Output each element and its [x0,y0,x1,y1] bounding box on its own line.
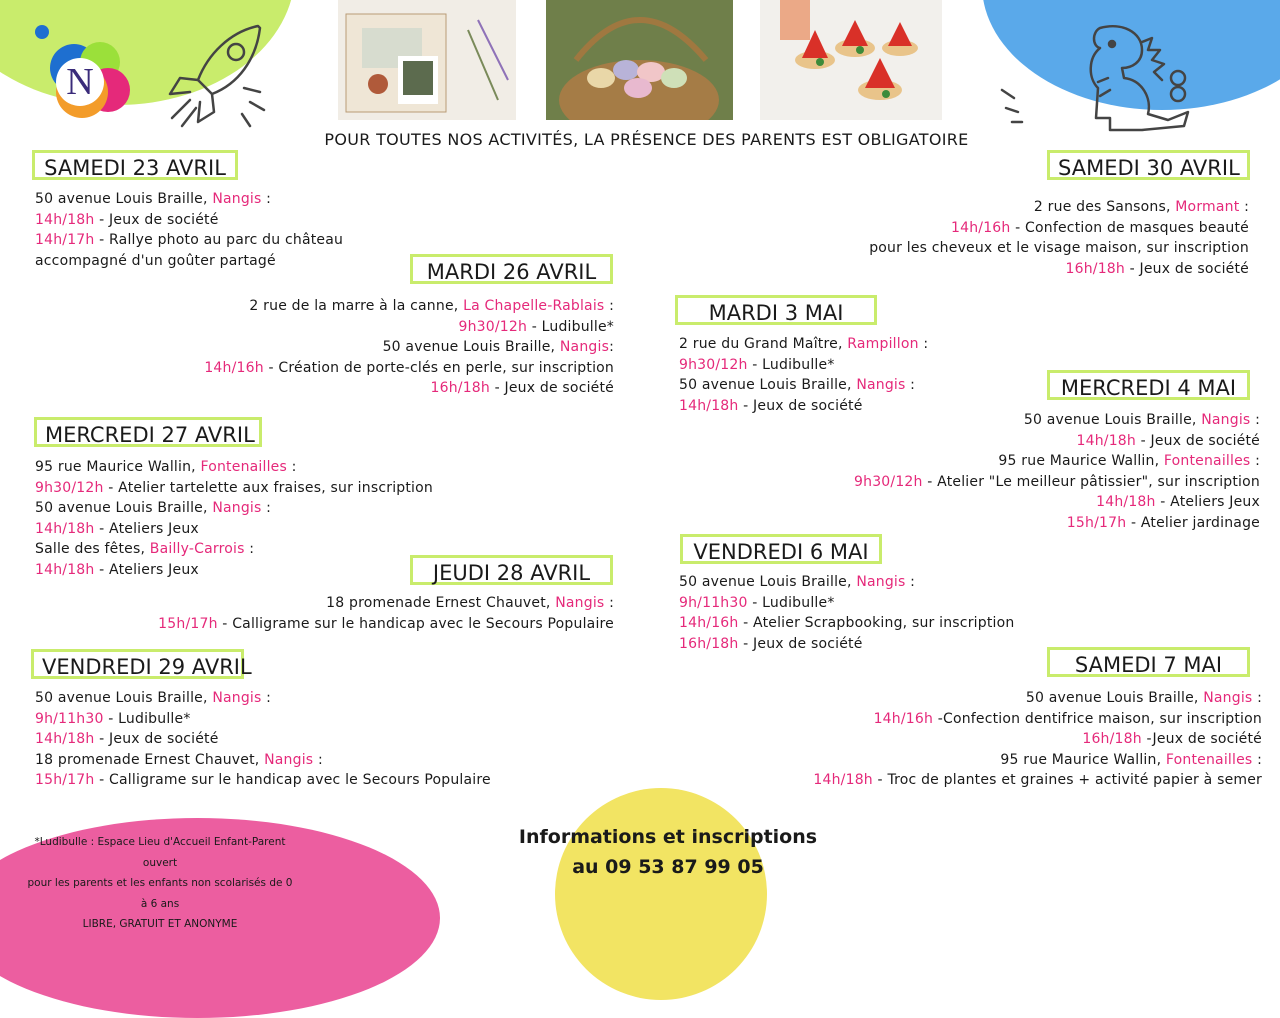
activity-line [679,355,928,376]
line-text: - Ludibulle* [747,594,835,611]
footnote-line-3: LIBRE, GRATUIT ET ANONYME [82,918,238,930]
activity-line [204,317,614,338]
line-text: - Ludibulle* [103,710,191,727]
line-text: - Jeux de société [738,635,863,652]
activity-line [35,750,491,771]
line-text: - Atelier tartelette aux fraises, sur inscription [103,479,433,496]
activity-line [35,230,343,251]
activity-line [35,709,491,730]
ludibulle-footnote [25,832,295,935]
activity-line [813,770,1262,791]
line-text: 2 rue du Grand Maître, [679,336,848,352]
highlight-text: 9h30/12h [35,479,104,496]
highlight-text: 16h/18h [1082,731,1142,747]
activity-line [35,770,491,791]
highlight-text: Nangis [555,595,605,611]
activity-line [35,539,433,560]
line-text: - Atelier "Le meilleur pâtissier", sur inscription [922,473,1260,490]
activities-jeudi-28-avril [158,593,614,634]
activity-line [35,560,433,581]
highlight-text: Fontenailles [200,459,287,475]
line-text: 50 avenue Louis Braille, [35,690,213,706]
strawberry-tarts-photo [760,0,942,120]
line-text: : [1252,751,1262,768]
line-text: : [905,377,916,393]
line-text: : [604,595,614,611]
line-text: : [1250,412,1260,428]
line-text: - Jeux de société [94,731,219,747]
activity-line [35,478,433,499]
highlight-text: 14h/16h [950,219,1011,236]
line-text: - Jeux de société [94,211,219,228]
line-text: : [1239,199,1249,215]
highlight-text: 16h/18h [430,380,490,396]
line-text: 18 promenade Ernest Chauvet, [326,595,556,611]
activity-line [35,189,343,210]
highlight-text: 15h/17h [1066,514,1127,531]
highlight-text: Nangis [264,751,314,768]
activity-line [813,688,1262,709]
rocket-icon [150,18,290,133]
line-text: - Rallye photo au parc du château [94,232,344,248]
highlight-text: 14h/18h [1076,432,1136,449]
highlight-text: Nangis [856,377,906,393]
logo-letter: N [66,61,94,103]
line-text: 95 rue Maurice Wallin, [35,459,201,475]
line-text: 50 avenue Louis Braille, [1023,412,1202,428]
phone-number: au 09 53 87 99 05 [572,856,764,878]
activities-vendredi-29-avril [35,688,491,791]
line-text: Salle des fêtes, [35,541,150,557]
day-title-samedi-7-mai: SAMEDI 7 MAI [1047,647,1250,677]
day-title-samedi-30-avril: SAMEDI 30 AVRIL [1047,150,1250,180]
highlight-text: 16h/18h [1065,260,1125,277]
activity-line [813,729,1262,750]
line-text: 50 avenue Louis Braille, [382,339,560,355]
activity-line [854,410,1260,431]
highlight-text: Nangis [1201,412,1251,428]
line-text: : [604,298,614,314]
activity-line [35,210,343,231]
activities-samedi-23-avril [35,189,343,271]
line-text: - Création de porte-clés en perle, sur inscription [263,359,614,376]
activity-line [813,709,1262,730]
highlight-text: 9h30/12h [854,473,923,490]
logo [30,20,140,130]
day-title-jeudi-28-avril: JEUDI 28 AVRIL [410,555,613,585]
day-title-mardi-3-mai: MARDI 3 MAI [675,295,877,325]
footnote-line-2: pour les parents et les enfants non scolarisés de 0 à 6 ans [27,877,293,910]
highlight-text: Nangis [212,191,262,207]
line-text: accompagné d'un goûter partagé [35,252,276,269]
line-text: - Atelier jardinage [1126,514,1260,531]
line-text: : [244,541,255,557]
activity-line [158,614,614,635]
activity-line [204,358,614,379]
activity-line [679,572,1014,593]
line-text: : [261,191,272,207]
line-text: - Ludibulle* [527,318,614,335]
parents-notice: POUR TOUTES NOS ACTIVITÉS, LA PRÉSENCE DES PARENTS EST OBLIGATOIRE [324,130,969,149]
scrapbook-photo [338,0,516,120]
line-text: : [261,500,272,516]
highlight-text: Fontenailles [1163,453,1251,469]
activity-line [35,498,433,519]
info-heading: Informations et inscriptions [518,826,818,848]
line-text: - Troc de plantes et graines + activité papier à semer [872,772,1262,788]
activity-line [813,750,1262,771]
footnote-line-1: *Ludibulle : Espace Lieu d'Accueil Enfant-Parent ouvert [34,836,286,869]
line-text: - Jeux de société [1135,432,1260,449]
activities-mardi-3-mai [679,334,928,416]
highlight-text: 14h/16h [873,710,934,727]
line-text: - Ateliers Jeux [1155,494,1260,510]
highlight-text: 16h/18h [679,635,739,652]
line-text: : [609,339,614,355]
activity-line [679,334,928,355]
highlight-text: 14h/16h [679,615,739,631]
activity-line [679,375,928,396]
activity-line [854,472,1260,493]
activity-line [35,688,491,709]
highlight-text: 15h/17h [158,615,218,632]
highlight-text: Nangis [1203,690,1253,706]
day-title-vendredi-29-avril: VENDREDI 29 AVRIL [31,649,244,679]
toy-dinosaur-icon [992,18,1207,136]
line-text: : [1250,453,1260,469]
line-text: : [905,574,916,590]
line-text: 50 avenue Louis Braille, [35,191,213,207]
activity-line [869,238,1249,259]
highlight-text: 14h/18h [35,731,95,747]
highlight-text: Rampillon [847,336,919,352]
activity-line [854,513,1260,534]
line-text: - Jeux de société [738,397,863,414]
line-text: - Ateliers Jeux [94,561,199,578]
line-text: - Atelier Scrapbooking, sur inscription [738,615,1015,631]
line-text: - Jeux de société [489,380,614,396]
line-text: - Calligrame sur le handicap avec le Secours Populaire [94,772,491,788]
activities-samedi-7-mai [813,688,1262,791]
day-title-samedi-23-avril: SAMEDI 23 AVRIL [32,150,238,180]
easter-basket-photo [546,0,733,120]
highlight-text: Fontenailles [1165,751,1253,768]
highlight-text: 14h/18h [35,520,95,537]
activity-line [679,593,1014,614]
highlight-text: 14h/18h [35,561,95,578]
line-text: 2 rue des Sansons, [1033,199,1176,215]
line-text: : [1252,690,1262,706]
line-text: - Jeux de société [1124,260,1249,277]
activity-line [869,197,1249,218]
line-text: 2 rue de la marre à la canne, [249,298,464,314]
line-text: 50 avenue Louis Braille, [679,377,857,393]
highlight-text: 15h/17h [35,772,95,788]
highlight-text: Nangis [212,500,262,516]
activity-line [35,519,433,540]
activity-line [679,634,1014,655]
day-title-mardi-26-avril: MARDI 26 AVRIL [410,254,613,284]
activity-line [35,457,433,478]
line-text: 95 rue Maurice Wallin, [998,453,1164,469]
highlight-text: Nangis [559,339,610,355]
day-title-mercredi-27-avril: MERCREDI 27 AVRIL [34,417,262,447]
day-title-mercredi-4-mai: MERCREDI 4 MAI [1047,370,1250,400]
highlight-text: La Chapelle-Rablais [463,298,605,314]
activity-line [158,593,614,614]
highlight-text: Nangis [212,690,262,706]
highlight-text: 9h30/12h [679,356,748,373]
highlight-text: Mormant [1175,199,1240,215]
activity-line [204,337,614,358]
activity-line [854,492,1260,513]
activities-samedi-30-avril [869,197,1249,279]
highlight-text: 9h/11h30 [35,710,104,727]
line-text: - Calligrame sur le handicap avec le Secours Populaire [217,615,614,632]
line-text: 95 rue Maurice Wallin, [1000,751,1166,768]
activities-mercredi-4-mai [854,410,1260,533]
highlight-text: 14h/17h [35,232,95,248]
activity-line [204,296,614,317]
yellow-blob [555,788,767,1000]
highlight-text: Bailly-Carrois [149,541,245,557]
line-text: -Jeux de société [1141,731,1262,747]
activity-line [869,259,1249,280]
line-text: 50 avenue Louis Braille, [1025,690,1204,706]
line-text: : [261,690,272,706]
highlight-text: 14h/18h [813,772,873,788]
activity-line [35,729,491,750]
line-text: : [287,459,297,475]
activity-line [854,431,1260,452]
line-text: 50 avenue Louis Braille, [35,500,213,516]
highlight-text: 9h30/12h [458,318,528,335]
highlight-text: 9h/11h30 [679,594,748,611]
day-title-vendredi-6-mai: VENDREDI 6 MAI [680,534,882,564]
activities-mardi-26-avril [204,296,614,399]
highlight-text: 14h/16h [204,359,264,376]
activities-mercredi-27-avril [35,457,433,580]
highlight-text: 14h/18h [679,397,739,414]
line-text: - Ludibulle* [747,356,835,373]
activity-line [854,451,1260,472]
highlight-text: 14h/18h [1096,494,1156,510]
activities-vendredi-6-mai [679,572,1014,654]
line-text: : [918,336,929,352]
activity-line [35,251,343,272]
contact-info [500,822,836,882]
line-text: : [313,751,323,768]
line-text: pour les cheveux et le visage maison, sur inscription [869,240,1249,256]
line-text: -Confection dentifrice maison, sur inscription [933,710,1262,727]
line-text: - Confection de masques beauté [1010,219,1249,236]
highlight-text: 14h/18h [35,211,95,228]
activity-line [679,613,1014,634]
highlight-text: Nangis [856,574,906,590]
activity-line [869,218,1249,239]
line-text: 50 avenue Louis Braille, [679,574,857,590]
activity-line [204,378,614,399]
line-text: - Ateliers Jeux [94,520,199,537]
line-text: 18 promenade Ernest Chauvet, [35,751,265,768]
